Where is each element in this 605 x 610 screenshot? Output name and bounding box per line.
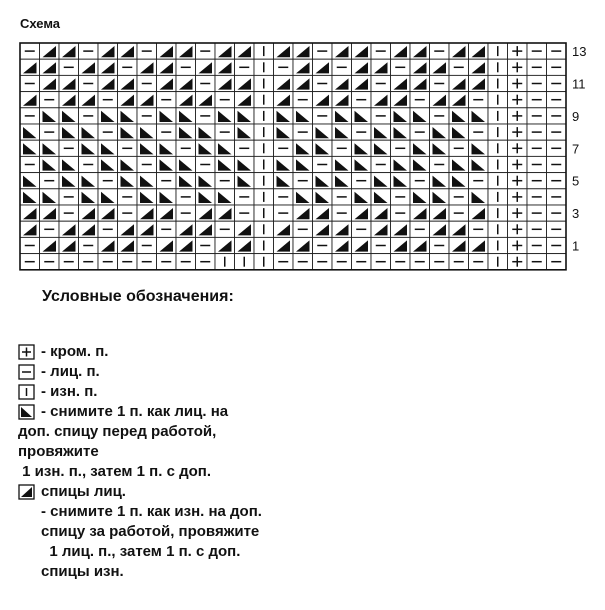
row-number-label: 1 (572, 238, 580, 254)
legend-text: спицы лиц. (41, 483, 126, 500)
legend-text: - кром. п. (41, 343, 109, 360)
cross-right-icon (18, 404, 36, 420)
row-number-label: 9 (572, 108, 580, 124)
knitting-chart (0, 0, 605, 285)
legend-item-cross-right (18, 402, 438, 482)
legend-text: спицу за работой, провяжите (41, 523, 260, 540)
legend-text: - лиц. п. (41, 363, 100, 380)
legend-title: Условные обозначения: (42, 288, 234, 305)
purl-stitch-icon (18, 384, 36, 400)
row-number-label: 11 (572, 76, 586, 92)
legend-item-cross-left (18, 482, 438, 582)
row-number-label: 5 (572, 173, 580, 189)
legend (18, 342, 438, 582)
legend-text: 1 лиц. п., затем 1 п. с доп. (41, 543, 241, 560)
row-number-label: 3 (572, 206, 580, 222)
legend-text: - изн. п. (41, 383, 98, 400)
legend-text: - снимите 1 п. как лиц. на (41, 403, 229, 420)
cross-left-icon (18, 484, 36, 500)
legend-item-knit (18, 362, 438, 382)
legend-text: спицы изн. (41, 563, 124, 580)
edge-stitch-icon (18, 344, 36, 360)
row-number-label: 7 (572, 141, 580, 157)
legend-text: 1 изн. п., затем 1 п. с доп. (18, 463, 211, 480)
chart-title: Схема (20, 16, 61, 31)
row-number-label: 13 (572, 44, 587, 60)
legend-text: - снимите 1 п. как изн. на доп. (41, 503, 262, 520)
legend-item-purl (18, 382, 438, 402)
knit-stitch-icon (18, 364, 36, 380)
legend-item-edge (18, 342, 438, 362)
legend-text: доп. спицу перед работой, (18, 423, 217, 440)
legend-text: провяжите (18, 443, 99, 460)
